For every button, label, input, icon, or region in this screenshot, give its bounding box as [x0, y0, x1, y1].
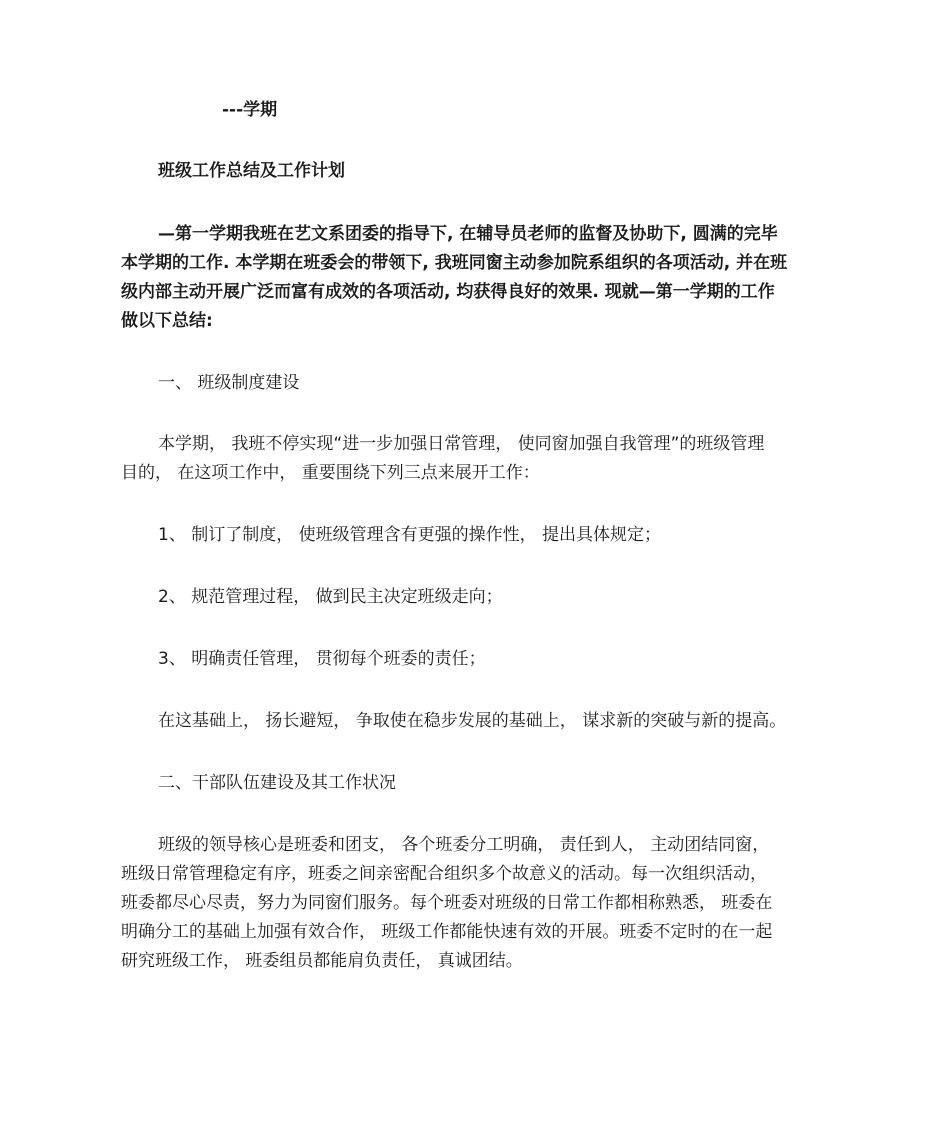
section1-summary: 在这基础上， 扬长避短， 争取使在稳步发展的基础上， 谋求新的突破与新的提高。 [158, 711, 787, 731]
intro-line: 做以下总结: [121, 311, 213, 331]
list-item: 2、 规范管理过程， 做到民主决定班级走向； [158, 587, 503, 607]
section2-paragraph-line: 班委都尽心尽责，努力为同窗们服务。每个班委对班级的日常工作都相称熟悉， 班委在 [121, 893, 773, 913]
section2-heading: 二、干部队伍建设及其工作状况 [158, 773, 396, 793]
list-item: 3、 明确责任管理， 贯彻每个班委的责任； [158, 649, 486, 669]
section1-paragraph-line: 本学期， 我班不停实现“进一步加强日常管理， 使同窗加强自我管理”的班级管理 [158, 434, 765, 454]
section2-paragraph-line: 班级日常管理稳定有序，班委之间亲密配合组织多个故意义的活动。每一次组织活动， [121, 864, 767, 884]
section2-paragraph-line: 班级的领导核心是班委和团支， 各个班委分工明确， 责任到人， 主动团结同窗， [158, 835, 770, 855]
list-item: 1、 制订了制度， 使班级管理含有更强的操作性， 提出具体规定； [158, 525, 662, 545]
section2-paragraph-line: 研究班级工作， 班委组员都能肩负责任， 真诚团结。 [121, 951, 523, 971]
semester-label: ---学期 [222, 100, 278, 120]
intro-line: 级内部主动开展广泛而富有成效的各项活动, 均获得良好的效果. 现就—第一学期的工作 [121, 282, 775, 302]
section1-paragraph-line: 目的， 在这项工作中， 重要围绕下列三点来展开工作： [121, 463, 540, 483]
section1-heading: 一、 班级制度建设 [158, 373, 300, 393]
intro-line: 本学期的工作. 本学期在班委会的带领下, 我班同窗主动参加院系组织的各项活动, 并在班 [121, 253, 788, 273]
intro-line: —第一学期我班在艺文系团委的指导下, 在辅导员老师的监督及协助下, 圆满的完毕 [158, 224, 778, 244]
document-title: 班级工作总结及工作计划 [158, 161, 345, 181]
section2-paragraph-line: 明确分工的基础上加强有效合作， 班级工作都能快速有效的开展。班委不定时的在一起 [121, 922, 773, 942]
